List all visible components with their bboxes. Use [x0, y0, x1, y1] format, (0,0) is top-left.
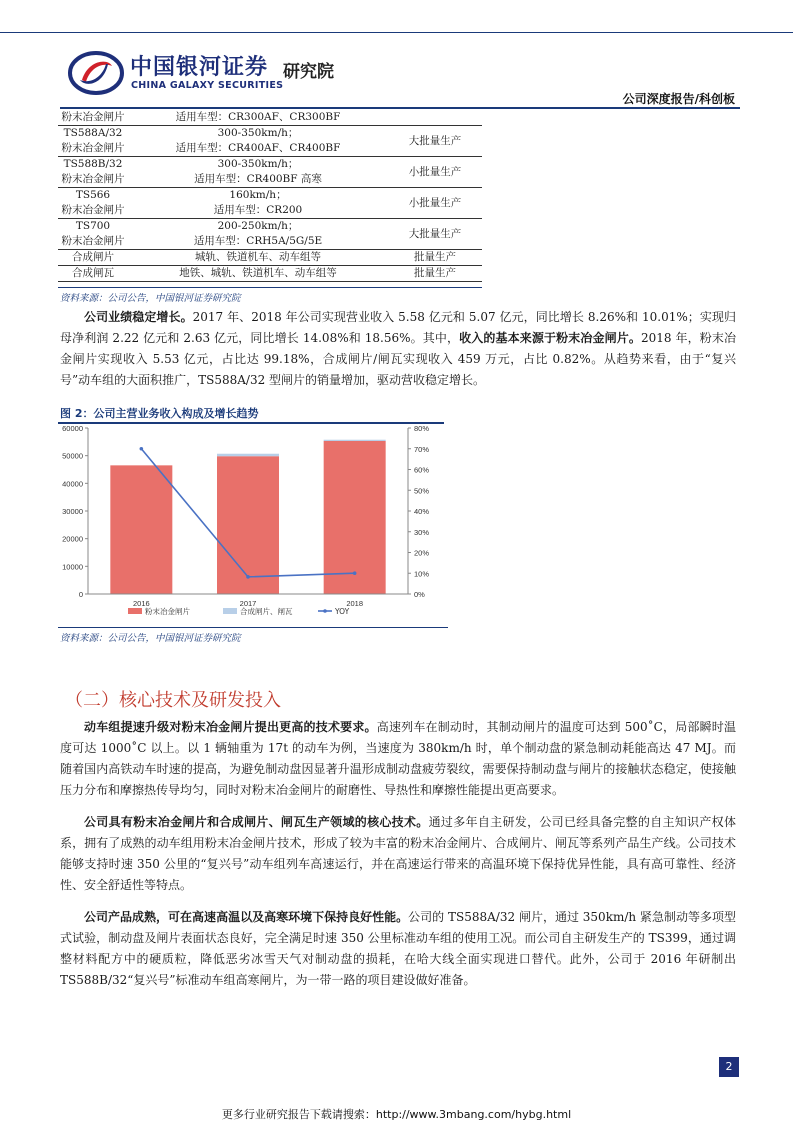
x-tick-label: 2017 — [239, 599, 257, 608]
legend-swatch — [128, 608, 142, 614]
right-tick-label: 50% — [414, 486, 430, 496]
left-tick-label: 50000 — [62, 451, 83, 461]
right-tick-label: 20% — [414, 548, 430, 558]
table-cell: 大批量生产 — [388, 126, 482, 157]
table-cell: 合成闸瓦 — [58, 266, 128, 282]
table-cell: 适用车型：CR400AF、CR400BF — [128, 141, 388, 157]
right-tick-label: 60% — [414, 465, 430, 475]
table-cell: 城轨、铁道机车、动车组等 — [128, 250, 388, 266]
footer-link-text[interactable]: 更多行业研究报告下载请搜索：http://www.3mbang.com/hybg.html — [221, 1108, 572, 1121]
table-cell: TS700 — [75, 220, 111, 232]
section-title: （二）核心技术及研发投入 — [65, 690, 281, 711]
table-cell: TS566 — [75, 189, 111, 201]
legend-label: 合成闸片、闸瓦 — [240, 607, 293, 616]
table-cell: 粉末冶金闸片 — [58, 172, 128, 188]
table-cell: 300-350km/h； — [217, 158, 299, 170]
table-cell: 地铁、城轨、铁道机车、动车组等 — [128, 266, 388, 282]
legend-swatch-dot — [323, 609, 327, 613]
figure-title: 图 2：公司主营业务收入构成及增长趋势 — [60, 407, 259, 420]
report-category: 公司深度报告/科创板 — [622, 92, 735, 106]
bar-synthetic-2018 — [324, 440, 386, 441]
paragraph-text: 通过多年自主研发，公司已经具备完整的自主知识产权体系，拥有了成熟的动车组用粉末冶金闸片技术，形成了较为丰富的粉末冶金闸片、合成闸片、闸瓦等系列产品生产线。公司技术能够支持时速 350 公里的“复兴号”动车组列车高速运行，并在高速运行带来的高温环境下保持优异性能，具有高可靠性、经济性、安全舒适性等特点。 — [60, 815, 736, 892]
paragraph-text: 2018 年，粉末冶金闸片实现收入 5.53 亿元，占比达 99.18%，合成闸片/闸瓦实现收入 459 万元，占比 0.82%。从趋势来看，由于“复兴号”动车组的大面积推广，TS588A/32 型闸片的销量增加，驱动营收稳定增长。 — [60, 331, 737, 387]
paragraph-lead: 公司产品成熟，可在高速高温以及高寒环境下保持良好性能。 — [84, 910, 409, 924]
table-row — [58, 110, 482, 126]
table-cell: 批量生产 — [388, 266, 482, 282]
right-tick-label: 70% — [414, 444, 430, 454]
legend-label: YOY — [335, 607, 350, 616]
table-cell: 合成闸片 — [58, 250, 128, 266]
figure-bottom-rule — [58, 627, 448, 628]
table-row — [58, 219, 482, 235]
table-cell: 适用车型：CRH5A/5G/5E — [128, 234, 388, 250]
logo-chinese-name: 中国银河证券 — [130, 55, 269, 80]
bar-powder-metallurgy-2018 — [324, 441, 386, 594]
table-cell: 160km/h； — [229, 189, 287, 201]
paragraph-lead: 动车组提速升级对粉末冶金闸片提出更高的技术要求。 — [84, 720, 377, 734]
left-tick-label: 0 — [78, 590, 83, 599]
revenue-chart — [58, 424, 448, 624]
table-cell: 粉末冶金闸片 — [58, 141, 128, 157]
yoy-point — [246, 575, 250, 579]
table-row — [58, 250, 482, 266]
left-tick-label: 30000 — [62, 507, 83, 516]
header-rule — [60, 107, 740, 109]
right-tick-label: 40% — [414, 507, 430, 516]
table-cell: 大批量生产 — [388, 219, 482, 250]
galaxy-logo-icon — [68, 50, 124, 96]
paragraph-emphasis: 收入的基本来源于粉末冶金闸片。 — [459, 331, 642, 345]
paragraph-performance — [60, 307, 736, 391]
table-cell: 粉末冶金闸片 — [58, 203, 128, 219]
table-bottom-rule — [58, 287, 482, 288]
table-row — [58, 126, 482, 142]
table-row — [58, 157, 482, 173]
table-cell: 200-250km/h； — [217, 220, 299, 232]
table-source-note: 资料来源：公司公告，中国银河证券研究院 — [60, 293, 241, 304]
table-cell: TS588A/32 — [63, 127, 123, 139]
legend-label: 粉末冶金闸片 — [145, 607, 190, 616]
table-cell: 批量生产 — [388, 250, 482, 266]
bar-powder-metallurgy-2017 — [217, 456, 279, 594]
table-row — [58, 266, 482, 282]
paragraph-product-maturity — [60, 907, 736, 991]
table-cell — [388, 110, 482, 126]
legend-swatch — [223, 608, 237, 614]
table-cell: 适用车型：CR300AF、CR300BF — [128, 110, 388, 126]
paragraph-core-tech — [60, 812, 736, 896]
bar-synthetic-2017 — [217, 454, 279, 456]
right-tick-label: 30% — [414, 527, 430, 537]
paragraph-text: 2017 年、2018 年公司实现营业收入 5.58 亿元和 5.07 亿元，同比增长 8.26%和 10.01%；实现归母净利润 2.22 亿元和 2.63 亿元，同比增长 14.08%和 18.56%。其中， — [60, 310, 736, 345]
company-logo — [68, 50, 368, 98]
x-tick-label: 2016 — [132, 599, 150, 608]
right-tick-label: 10% — [414, 569, 430, 579]
table-cell: 粉末冶金闸片 — [58, 110, 128, 126]
table-cell: 适用车型：CR400BF 高寒 — [128, 172, 388, 188]
left-tick-label: 20000 — [62, 534, 83, 544]
paragraph-tech-requirements — [60, 717, 736, 801]
yoy-point — [140, 447, 144, 451]
table-cell: 小批量生产 — [388, 157, 482, 188]
logo-english-name: CHINA GALAXY SECURITIES — [131, 80, 284, 91]
table-cell: 小批量生产 — [388, 188, 482, 219]
left-tick-label: 40000 — [62, 479, 83, 489]
paragraph-lead: 公司具有粉末冶金闸片和合成闸片、闸瓦生产领域的核心技术。 — [84, 815, 429, 829]
left-tick-label: 10000 — [62, 562, 83, 572]
table-row — [58, 188, 482, 204]
paragraph-text: 高速列车在制动时，其制动闸片的温度可达到 500˚C，局部瞬时温度可达 1000˚C 以上。以 1 辆轴重为 17t 的动车为例，当速度为 380km/h 时，单个制动盘的紧急制动耗能高达 47 MJ。而随着国内高铁动车时速的提高，为避免制动盘因显著升温形成制动盘疲劳裂纹，需要保持制动盘与闸片的接触状态稳定，使接触压力分布和摩擦热传导均匀，同时对粉末冶金闸片的耐磨性、导热性和摩擦性能提出更高要求。 — [60, 720, 736, 797]
figure-source-note: 资料来源：公司公告，中国银河证券研究院 — [60, 633, 241, 644]
table-cell: 适用车型：CR200 — [128, 203, 388, 219]
yoy-point — [353, 571, 357, 575]
paragraph-text: 公司的 TS588A/32 闸片，通过 350km/h 紧急制动等多项型式试验，制动盘及闸片表面状态良好，完全满足时速 350 公里标准动车组的使用工况。而公司自主研发生产的 TS399，通过调整材料配方中的硬质粒，降低恶劣冰雪天气对制动盘的损耗，在哈大线全面实现进口替代。此外，公司于 2016 年研制出 TS588B/32“复兴号”标准动车组高寒闸片，为一带一路的项目建设做好准备。 — [60, 910, 736, 987]
x-tick-label: 2018 — [346, 599, 364, 608]
left-tick-label: 60000 — [62, 424, 83, 433]
top-rule — [0, 32, 793, 33]
right-tick-label: 80% — [414, 424, 430, 433]
bar-powder-metallurgy-2016 — [110, 465, 172, 594]
institute-label: 研究院 — [283, 62, 334, 82]
product-table — [58, 110, 482, 282]
table-cell: 粉末冶金闸片 — [58, 234, 128, 250]
right-tick-label: 0% — [414, 590, 425, 599]
paragraph-lead: 公司业绩稳定增长。 — [84, 310, 193, 324]
table-cell: 300-350km/h； — [217, 127, 299, 139]
table-cell: TS588B/32 — [63, 158, 123, 170]
page-number: 2 — [719, 1057, 739, 1077]
